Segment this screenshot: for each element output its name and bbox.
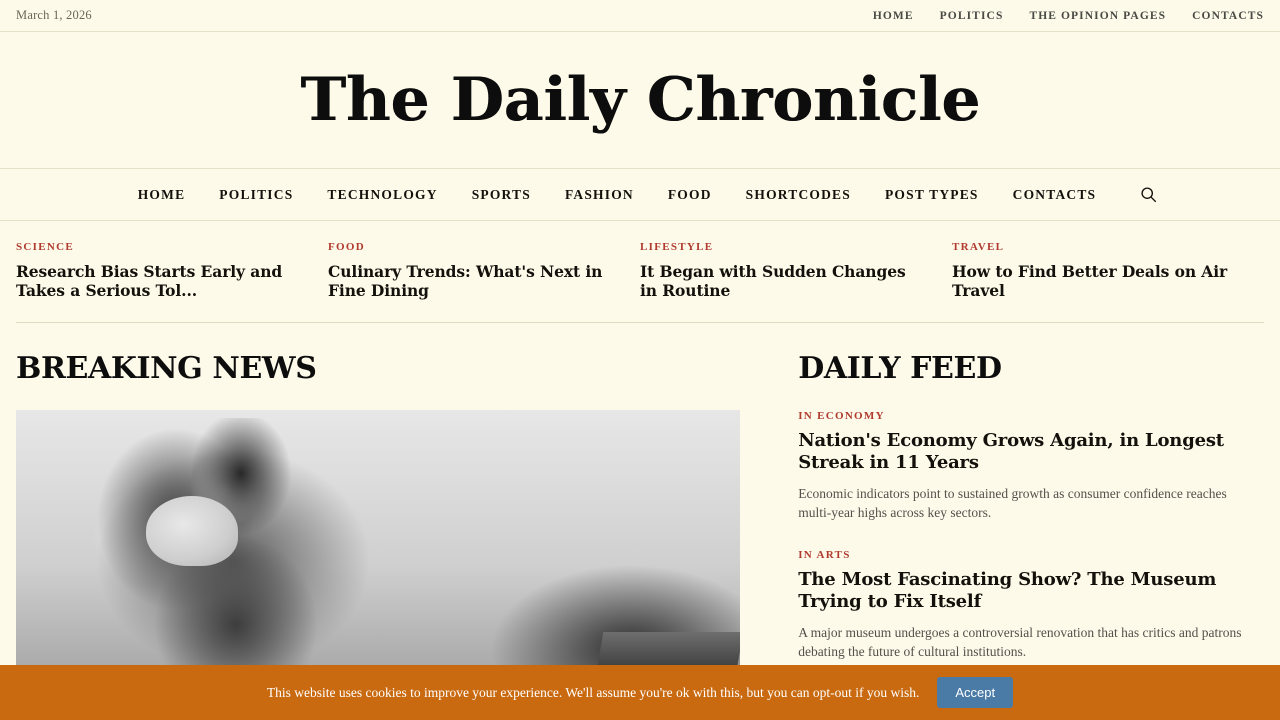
ticker-category: TRAVEL: [952, 241, 1005, 253]
feed-item-excerpt: A major museum undergoes a controversial renovation that has critics and patrons debating the future of cultural institutions.: [798, 624, 1242, 660]
feed-item-kicker[interactable]: IN ARTS: [798, 548, 851, 561]
ticker-category: SCIENCE: [16, 241, 75, 253]
nav-item-fashion[interactable]: FASHION: [564, 186, 634, 202]
ticker-item-science[interactable]: [16, 241, 328, 301]
feed-item-kicker[interactable]: IN ECONOMY: [798, 409, 885, 422]
nav-item-shortcodes[interactable]: SHORTCODES: [745, 186, 851, 202]
search-icon: [1140, 186, 1157, 203]
cookie-message: This website uses cookies to improve your experience. We'll assume you're ok with this, but you can opt-out if you wish.: [266, 684, 920, 700]
topnav-item-politics[interactable]: POLITICS: [939, 9, 1004, 22]
nav-item-contacts[interactable]: CONTACTS: [1012, 186, 1097, 202]
feed-item-title[interactable]: The Most Fascinating Show? The Museum Trying to Fix Itself: [798, 568, 1217, 613]
site-logo[interactable]: The Daily Chronicle: [300, 65, 980, 135]
main-content: [0, 323, 1280, 688]
ticker-item-food[interactable]: [328, 241, 640, 301]
feed-item-economy[interactable]: [798, 410, 1264, 523]
search-button[interactable]: [1137, 184, 1159, 206]
ticker-headline[interactable]: How to Find Better Deals on Air Travel: [952, 262, 1228, 301]
breaking-news-hero-image[interactable]: [16, 410, 740, 670]
top-bar: [0, 0, 1280, 32]
daily-feed-column: [798, 351, 1264, 688]
feed-item-excerpt: Economic indicators point to sustained growth as consumer confidence reaches multi-year highs across key sectors.: [798, 485, 1227, 521]
cookie-consent-bar: [0, 665, 1280, 720]
ticker-headline[interactable]: Culinary Trends: What's Next in Fine Dining: [328, 262, 603, 301]
breaking-news-column: [16, 351, 750, 688]
ticker-category: FOOD: [328, 241, 365, 253]
nav-item-home[interactable]: HOME: [137, 186, 186, 202]
category-ticker: [0, 221, 1280, 301]
feed-item-title[interactable]: Nation's Economy Grows Again, in Longest Streak in 11 Years: [798, 429, 1224, 474]
ticker-item-lifestyle[interactable]: [640, 241, 952, 301]
current-date: March 1, 2026: [16, 8, 92, 22]
main-navigation: [0, 169, 1280, 221]
ticker-item-travel[interactable]: [952, 241, 1264, 301]
top-navigation: [873, 10, 1264, 22]
ticker-category: LIFESTYLE: [640, 241, 714, 253]
breaking-news-title: BREAKING NEWS: [16, 350, 317, 386]
topnav-item-opinion-pages[interactable]: THE OPINION PAGES: [1029, 9, 1167, 22]
masthead: [0, 32, 1280, 169]
topnav-item-contacts[interactable]: CONTACTS: [1192, 9, 1264, 22]
cookie-accept-button[interactable]: Accept: [937, 677, 1013, 708]
nav-item-technology[interactable]: TECHNOLOGY: [327, 186, 438, 202]
nav-item-post-types[interactable]: POST TYPES: [884, 186, 979, 202]
topnav-item-home[interactable]: HOME: [872, 9, 914, 22]
nav-item-food[interactable]: FOOD: [667, 186, 712, 202]
feed-item-arts[interactable]: [798, 549, 1264, 662]
daily-feed-title: DAILY FEED: [798, 350, 1002, 386]
ticker-headline[interactable]: It Began with Sudden Changes in Routine: [640, 262, 906, 301]
nav-item-sports[interactable]: SPORTS: [471, 186, 531, 202]
ticker-headline[interactable]: Research Bias Starts Early and Takes a Serious Tol...: [16, 262, 283, 301]
hero-image-infant: [146, 496, 238, 566]
nav-item-politics[interactable]: POLITICS: [219, 186, 294, 202]
